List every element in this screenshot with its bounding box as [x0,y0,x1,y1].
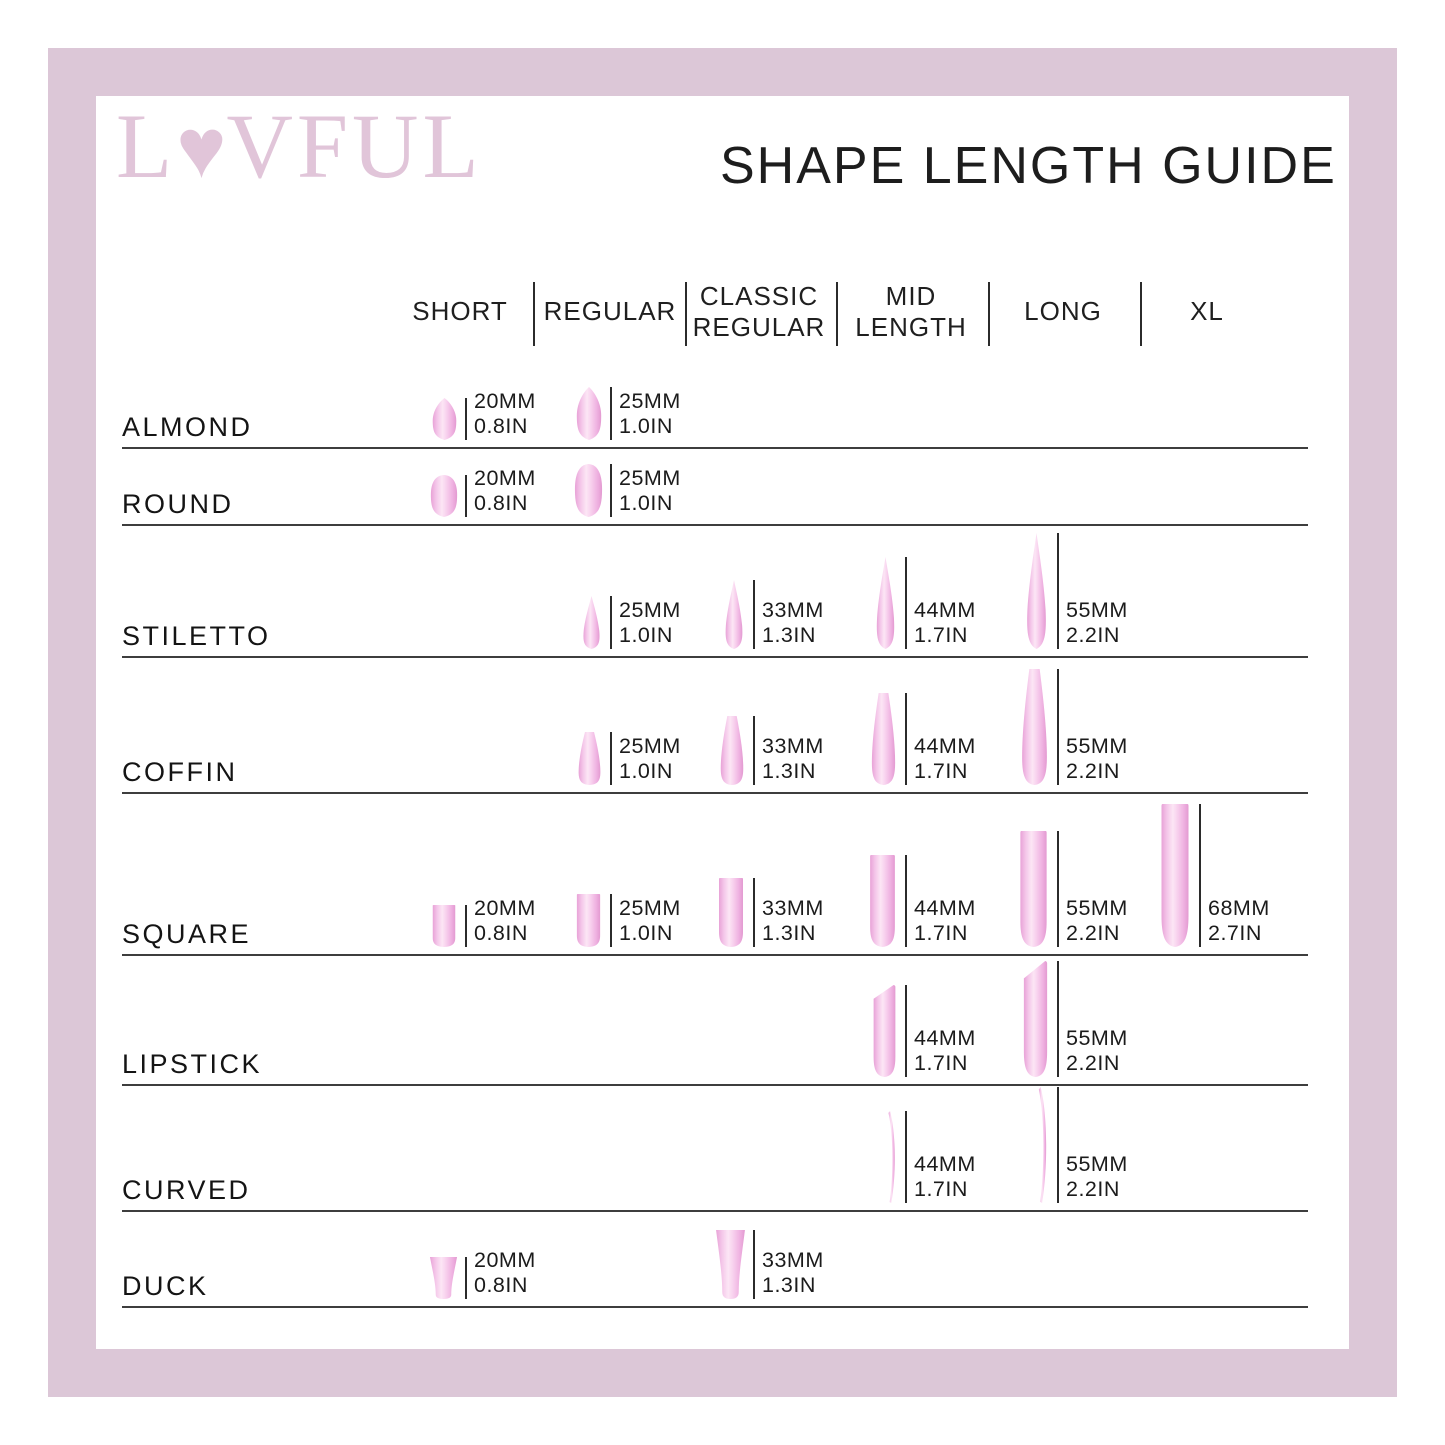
header-divider-4 [988,282,990,346]
measure-line-duck-short [465,1257,467,1299]
measure-mm-square-long: 55MM [1066,896,1128,920]
row-rule-coffin [122,792,1308,794]
measure-mm-coffin-classic: 33MM [762,734,824,758]
measure-line-stiletto-mid [905,557,907,649]
nail-shape-path [583,596,599,649]
nail-shape-path [1027,533,1046,649]
row-rule-duck [122,1306,1308,1308]
row-label-square: SQUARE [122,919,252,949]
header-divider-1 [533,282,535,346]
square-nail-regular [573,894,604,947]
measure-line-duck-classic [753,1230,755,1299]
round-nail-regular [573,464,604,517]
duck-nail-short [428,1257,459,1299]
header-divider-2 [685,282,687,346]
measure-line-stiletto-classic [753,580,755,649]
measure-line-round-short [465,475,467,517]
nail-shape-path [888,1111,894,1203]
nail-shape-path [1022,669,1047,785]
measure-mm-almond-regular: 25MM [619,389,681,413]
measure-inch-stiletto-regular: 1.0IN [619,623,673,647]
coffin-nail-mid [868,693,899,785]
duck-nail-classic [714,1230,747,1299]
measure-line-curved-long [1057,1087,1059,1203]
measure-mm-stiletto-regular: 25MM [619,598,681,622]
measure-line-almond-short [465,398,467,440]
nail-shape-path [430,1257,457,1299]
row-label-almond: ALMOND [122,412,253,442]
nail-shape-path [874,985,896,1077]
row-rule-round [122,524,1308,526]
measure-mm-curved-long: 55MM [1066,1152,1128,1176]
nail-shape-path [1039,1087,1046,1203]
measure-mm-square-mid: 44MM [914,896,976,920]
measure-mm-square-classic: 33MM [762,896,824,920]
curved-nail-long [1036,1087,1051,1203]
measure-inch-coffin-classic: 1.3IN [762,759,816,783]
column-header-classic: CLASSIC REGULAR [692,280,826,342]
measure-line-coffin-long [1057,669,1059,785]
measure-inch-square-classic: 1.3IN [762,921,816,945]
nail-shape-path [1162,804,1189,947]
row-rule-lipstick [122,1084,1308,1086]
measure-inch-square-mid: 1.7IN [914,921,968,945]
column-header-mid: MID LENGTH [855,280,967,342]
square-nail-classic [715,878,747,947]
measure-mm-curved-mid: 44MM [914,1152,976,1176]
page-title: SHAPE LENGTH GUIDE [720,137,1337,195]
nail-shape-path [870,855,895,947]
measure-inch-duck-classic: 1.3IN [762,1273,816,1297]
measure-inch-round-short: 0.8IN [474,491,528,515]
stiletto-nail-long [1022,533,1051,649]
square-nail-xl [1157,804,1193,947]
measure-inch-stiletto-classic: 1.3IN [762,623,816,647]
nail-shape-path [575,464,602,517]
measure-mm-square-regular: 25MM [619,896,681,920]
measure-line-square-long [1057,831,1059,947]
nail-shape-path [577,894,600,947]
nail-shape-path [1020,831,1046,947]
measure-mm-duck-classic: 33MM [762,1248,824,1272]
nail-shape-path [1024,961,1047,1077]
measure-line-stiletto-long [1057,533,1059,649]
measure-line-almond-regular [610,387,612,440]
measure-line-coffin-regular [610,732,612,785]
almond-nail-regular [574,387,604,440]
measure-line-lipstick-mid [905,985,907,1077]
measure-line-square-regular [610,894,612,947]
coffin-nail-regular [575,732,604,785]
measure-mm-coffin-mid: 44MM [914,734,976,758]
round-nail-short [429,475,459,517]
row-rule-square [122,954,1308,956]
measure-mm-round-short: 20MM [474,466,536,490]
coffin-nail-long [1018,669,1051,785]
logo-letter-l: L [116,95,177,197]
nail-shape-path [872,693,895,785]
measure-line-coffin-classic [753,716,755,785]
measure-inch-coffin-long: 2.2IN [1066,759,1120,783]
column-header-short: SHORT [412,296,508,327]
measure-mm-stiletto-classic: 33MM [762,598,824,622]
nail-shape-path [719,878,743,947]
row-label-coffin: COFFIN [122,757,238,787]
nail-shape-path [726,580,743,649]
measure-mm-coffin-long: 55MM [1066,734,1128,758]
measure-mm-stiletto-mid: 44MM [914,598,976,622]
nail-shape-path [433,398,457,440]
measure-inch-lipstick-mid: 1.7IN [914,1051,968,1075]
row-label-duck: DUCK [122,1271,209,1301]
header-divider-3 [836,282,838,346]
nail-shape-path [579,732,601,785]
measure-line-square-xl [1199,804,1201,947]
measure-mm-coffin-regular: 25MM [619,734,681,758]
header-divider-5 [1140,282,1142,346]
column-header-xl: XL [1190,296,1224,327]
measure-mm-stiletto-long: 55MM [1066,598,1128,622]
nail-shape-path [433,905,456,947]
row-rule-stiletto [122,656,1308,658]
measure-inch-square-xl: 2.7IN [1208,921,1262,945]
measure-mm-duck-short: 20MM [474,1248,536,1272]
measure-inch-almond-short: 0.8IN [474,414,528,438]
measure-inch-almond-regular: 1.0IN [619,414,673,438]
row-label-curved: CURVED [122,1175,251,1205]
measure-inch-coffin-regular: 1.0IN [619,759,673,783]
row-label-round: ROUND [122,489,234,519]
column-header-regular: REGULAR [543,296,677,327]
row-label-stiletto: STILETTO [122,621,271,651]
measure-inch-duck-short: 0.8IN [474,1273,528,1297]
almond-nail-short [430,398,459,440]
measure-line-lipstick-long [1057,961,1059,1077]
measure-inch-coffin-mid: 1.7IN [914,759,968,783]
measure-inch-stiletto-long: 2.2IN [1066,623,1120,647]
nail-shape-path [877,557,894,649]
measure-inch-stiletto-mid: 1.7IN [914,623,968,647]
nail-shape-path [716,1230,745,1299]
lovful-logo [116,95,483,197]
nail-shape-path [577,387,601,440]
measure-inch-square-short: 0.8IN [474,921,528,945]
measure-inch-square-long: 2.2IN [1066,921,1120,945]
row-rule-curved [122,1210,1308,1212]
measure-line-square-short [465,905,467,947]
measure-line-square-classic [753,878,755,947]
measure-mm-lipstick-mid: 44MM [914,1026,976,1050]
lipstick-nail-mid [870,985,899,1077]
nail-shape-path [721,716,744,785]
measure-mm-almond-short: 20MM [474,389,536,413]
logo-letters-vful: VFUL [226,95,483,197]
square-nail-long [1016,831,1051,947]
stiletto-nail-regular [579,596,604,649]
measure-inch-lipstick-long: 2.2IN [1066,1051,1120,1075]
nail-shape-path [431,475,457,517]
measure-line-stiletto-regular [610,596,612,649]
stiletto-nail-classic [721,580,747,649]
measure-inch-curved-mid: 1.7IN [914,1177,968,1201]
row-rule-almond [122,447,1308,449]
coffin-nail-classic [717,716,747,785]
measure-line-round-regular [610,464,612,517]
measure-mm-square-short: 20MM [474,896,536,920]
square-nail-mid [866,855,899,947]
measure-line-square-mid [905,855,907,947]
row-label-lipstick: LIPSTICK [122,1049,263,1079]
measure-line-coffin-mid [905,693,907,785]
measure-inch-round-regular: 1.0IN [619,491,673,515]
stiletto-nail-mid [872,557,899,649]
square-nail-short [429,905,459,947]
measure-inch-square-regular: 1.0IN [619,921,673,945]
measure-mm-round-regular: 25MM [619,466,681,490]
column-header-long: LONG [1024,296,1102,327]
measure-inch-curved-long: 2.2IN [1066,1177,1120,1201]
curved-nail-mid [886,1111,899,1203]
measure-line-curved-mid [905,1111,907,1203]
heart-icon: ♥ [176,103,227,196]
measure-mm-square-xl: 68MM [1208,896,1270,920]
lipstick-nail-long [1020,961,1051,1077]
measure-mm-lipstick-long: 55MM [1066,1026,1128,1050]
